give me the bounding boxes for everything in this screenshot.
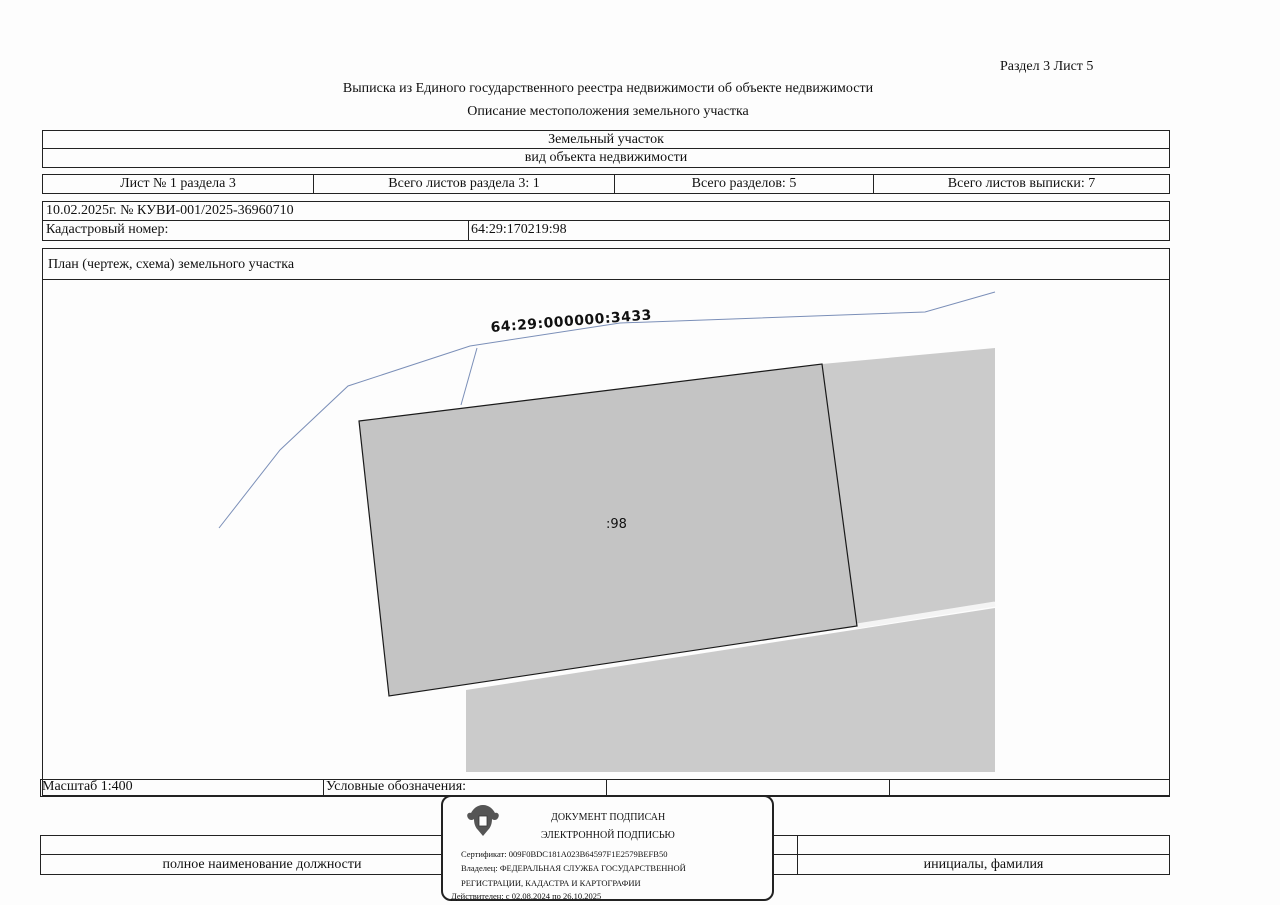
stamp-owner-2: РЕГИСТРАЦИИ, КАДАСТРА И КАРТОГРАФИИ [461, 878, 641, 888]
document-title: Выписка из Единого государственного реестра недвижимости об объекте недвижимости [342, 81, 874, 96]
total-sections: Всего разделов: 5 [691, 176, 797, 191]
neighbor-boundary-tick [461, 348, 477, 405]
cadastral-number: 64:29:170219:98 [471, 222, 567, 237]
section-sheet-label: Раздел 3 Лист 5 [1000, 59, 1094, 74]
sheet-number: Лист № 1 раздела 3 [120, 176, 236, 191]
object-name: Земельный участок [548, 132, 664, 147]
stamp-certificate: Сертификат: 009F0BDC181A023B64597F1E2579BEFB50 [461, 849, 668, 859]
total-sheets-section: Всего листов раздела 3: 1 [388, 176, 540, 191]
legend-label: Условные обозначения: [326, 779, 467, 794]
document-subtitle: Описание местоположения земельного участка [467, 104, 749, 119]
stamp-owner-1: Владелец: ФЕДЕРАЛЬНАЯ СЛУЖБА ГОСУДАРСТВЕННОЙ [461, 863, 686, 873]
position-caption: полное наименование должности [162, 857, 362, 872]
stamp-line-2: ЭЛЕКТРОННОЙ ПОДПИСЬЮ [541, 830, 675, 841]
name-caption: инициалы, фамилия [923, 857, 1044, 872]
coat-of-arms-icon [465, 803, 501, 839]
object-type-caption: вид объекта недвижимости [524, 150, 688, 165]
plan-caption: План (чертеж, схема) земельного участка [48, 257, 295, 272]
stamp-valid: Действителен: с 02.08.2024 по 26.10.2025 [451, 891, 602, 901]
scale-label: Масштаб 1:400 [42, 779, 133, 794]
parcel-label: :98 [606, 517, 627, 532]
cadastral-label: Кадастровый номер: [46, 222, 169, 237]
date-and-number: 10.02.2025г. № КУВИ-001/2025-36960710 [46, 203, 294, 218]
stamp-line-1: ДОКУМЕНТ ПОДПИСАН [551, 812, 666, 823]
neighbor-parcel-label: 64:29:000000:3433 [490, 307, 653, 336]
total-sheets-extract: Всего листов выписки: 7 [947, 176, 1096, 191]
electronic-signature-stamp [441, 795, 774, 901]
